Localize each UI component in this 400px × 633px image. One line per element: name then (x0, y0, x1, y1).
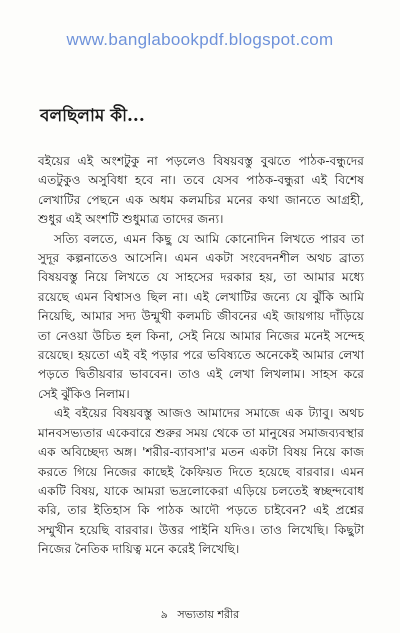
paragraph-2: সত্যি বলতে, এমন কিছু যে আমি কোনোদিন লিখতে পারব তা সুদূর কল্পনাতেও আসেনি। এমন একটা সংবেদনশীল অথচ ব্রাত্য বিষয়বস্তু নিয়ে লিখতে যে সাহসের দরকার হয়, তা আমার মধ্যে রয়েছে এমন বিশ্বাসও ছিল না। এই লেখাটির জন্যে যে ঝুঁকি আমি নিয়েছি, আমার সদ্য উন্মুখী কলমচি জীবনের এই জায়গায় দাঁড়িয়ে তা নেওয়া উচিত হল কিনা, সেই নিয়ে আমার নিজের মনেই সন্দেহ রয়েছে। হয়তো এই বই পড়ার পরে ভবিষ্যতে অনেকেই আমার লেখা পড়তে দ্বিতীয়বার ভাববেন। তাও এই লেখা লিখলাম। সাহস করে সেই ঝুঁকিও নিলাম। (38, 231, 364, 401)
watermark-text: www.banglabookpdf.blogspot.com (66, 30, 334, 49)
chapter-title: বলছিলাম কী... (40, 106, 145, 126)
paragraph-3: এই বইয়ের বিষয়বস্তু আজও আমাদের সমাজে এক ট্যাবু। অথচ মানবসভ্যতার একেবারে শুরুর সময় থেকে তা মানুষের সমাজব্যবস্থার এক অবিচ্ছেদ্য অঙ্গ। 'শরীর-ব্যাবসা'র মতন একটা বিষয় নিয়ে কাজ করতে গিয়ে নিজের কাছেই কৈফিয়ত দিতে হয়েছে বারবার। এমন একটি বিষয়, যাকে আমরা ভদ্রলোকেরা এড়িয়ে চলতেই স্বচ্ছন্দবোধ করি, তার ইতিহাস কি পাঠক আদৌ পড়তে চাইবেন? এই প্রশ্নের সম্মুখীন হয়েছি বারবার। উত্তর পাইনি যদিও। তাও লিখেছি। কিছুটা নিজের নৈতিক দায়িত্ব মনে করেই লিখেছি। (38, 406, 364, 557)
running-title: সভ্যতায় শরীর (177, 608, 240, 621)
page-number: ৯ (160, 608, 168, 621)
page-footer (0, 606, 400, 625)
body-text (38, 152, 364, 560)
paragraph-1: বইয়ের এই অংশটুকু না পড়লেও বিষয়বস্তু বুঝতে পাঠক-বন্ধুদের এতটুকুও অসুবিধা হবে না। তবে যেসব পাঠক-বন্ধুরা এই বিশেষ লেখাটির পেছনে এক অধম কলমচির মনের কথা জানতে আগ্রহী, শুধুর এই অংশটি শুধুমাত্র তাদের জন্য। (38, 154, 364, 227)
